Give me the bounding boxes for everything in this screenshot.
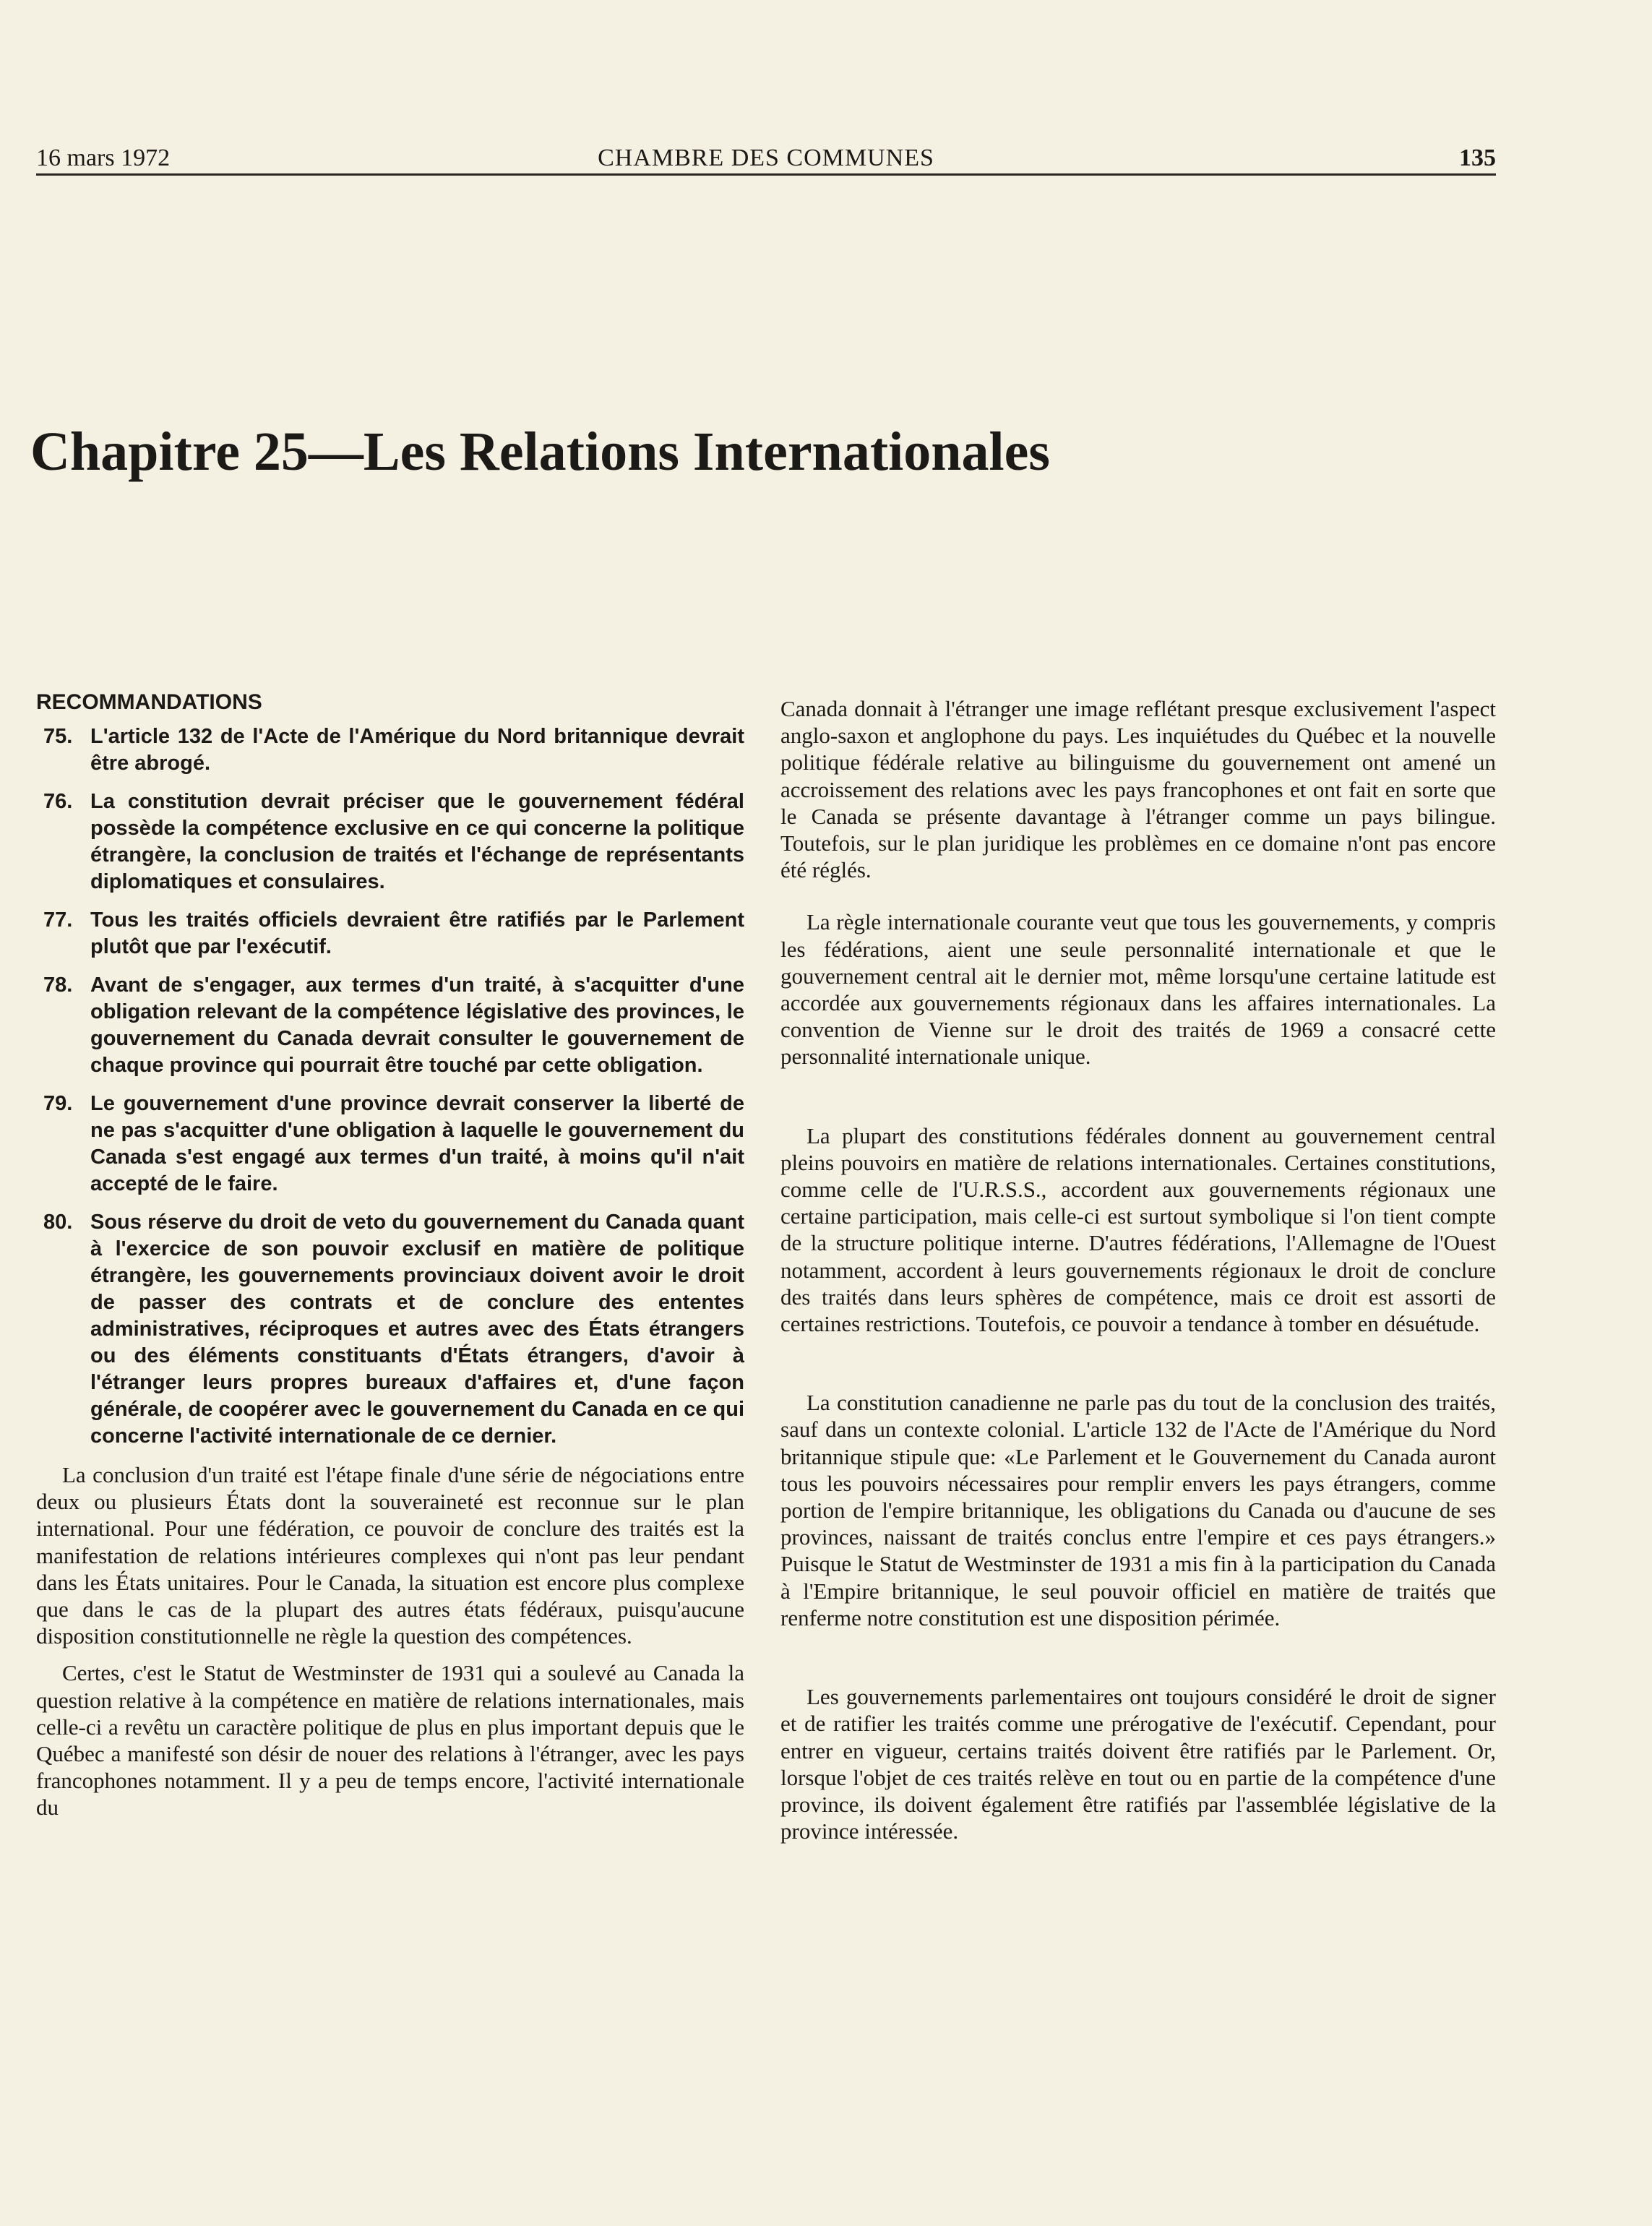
body-paragraph: Les gouvernements parlementaires ont toujours considéré le droit de signer et de ratifier les traités comme une prérogative de l'exécutif. Cependant, pour entrer en vigueur, certains traités doivent être ratifiés par le Parlement. Or, lorsque l'objet de ces traités relève en tout ou en partie de la compétence d'une province, ils doivent également être ratifiés par l'assemblée législative de la province intéressée. [780, 1684, 1496, 1844]
recommendation-item [36, 1091, 744, 1198]
recommendation-item [36, 972, 744, 1079]
recommendations-heading: RECOMMANDATIONS [36, 690, 262, 714]
left-column [36, 690, 744, 1821]
recommendation-item [36, 907, 744, 961]
body-paragraph: La conclusion d'un traité est l'étape finale d'une série de négociations entre deux ou plusieurs États dont la souveraineté est reconnue sur le plan international. Pour une fédération, ce pouvoir de conclure des traités est la manifestation de relations intérieures complexes qui n'ont pas leur pendant dans les États unitaires. Pour le Canada, la situation est encore plus complexe que dans le cas de la plupart des autres états fédéraux, puisqu'aucune disposition constitutionnelle ne règle la question des compétences. [36, 1462, 744, 1649]
body-paragraph: Canada donnait à l'étranger une image reflétant presque exclusivement l'aspect anglo-saxon et anglophone du pays. Les inquiétudes du Québec et la nouvelle politique fédérale relative au bilinguisme du gouvernement ont amené un accroissement des relations avec les pays francophones et ont fait en sorte que le Canada se présente davantage à l'étranger comme un pays bilingue. Toutefois, sur le plan juridique les problèmes en ce domaine n'ont pas encore été réglés. [780, 696, 1496, 883]
recommendation-number: 75. [43, 725, 73, 748]
recommendation-text: La constitution devrait préciser que le gouvernement fédéral possède la compétence exclusive en ce qui concerne la politique étrangère, la conclusion de traités et l'échange de représentants diplomatiques et consulaires. [90, 790, 744, 893]
right-column [780, 695, 1496, 1844]
recommendation-number: 80. [43, 1211, 73, 1234]
header-house-name: CHAMBRE DES COMMUNES [598, 145, 934, 171]
chapter-title: Chapitre 25—Les Relations Internationales [30, 421, 1050, 482]
body-paragraph: La plupart des constitutions fédérales donnent au gouvernement central pleins pouvoirs en matière de relations internationales. Certaines constitutions, comme celle de l'U.R.S.S., accordent aux gouvernements régionaux une certaine participation, mais celle-ci est surtout symbolique si l'on tient compte de la structure politique interne. D'autres fédérations, l'Allemagne de l'Ouest notamment, accordent à leurs gouvernements régionaux le droit de conclure des traités dans leurs sphères de compétence, mais ce droit est assorti de certaines restrictions. Toutefois, ce pouvoir a tendance à tomber en désuétude. [780, 1122, 1496, 1337]
body-paragraph: Certes, c'est le Statut de Westminster de 1931 qui a soulevé au Canada la question relative à la compétence en matière de relations internationales, mais celle-ci a revêtu un caractère politique de plus en plus important depuis que le Québec a manifesté son désir de nouer des relations à l'étranger, avec les pays francophones notamment. Il y a peu de temps encore, l'activité internationale du [36, 1660, 744, 1821]
body-paragraph: La règle internationale courante veut que tous les gouvernements, y compris les fédérations, aient une seule personnalité internationale et que le gouvernement central ait le dernier mot, même lorsqu'une certaine latitude est accordée aux gouvernements régionaux dans les affaires internationales. La convention de Vienne sur le droit des traités de 1969 a consacré cette personnalité internationale unique. [780, 909, 1496, 1070]
recommendations-list [36, 723, 744, 1450]
recommendation-item [36, 788, 744, 895]
recommendation-number: 79. [43, 1092, 73, 1115]
recommendation-number: 78. [43, 974, 73, 997]
body-paragraph: La constitution canadienne ne parle pas du tout de la conclusion des traités, sauf dans un contexte colonial. L'article 132 de l'Acte de l'Amérique du Nord britannique stipule que: «Le Parlement et le Gouvernement du Canada auront tous les pouvoirs nécessaires pour remplir envers les pays étrangers, comme portion de l'empire britannique, les obligations du Canada ou d'aucune de ses provinces, naissant de traités conclus entre l'empire et ces pays étrangers.» Puisque le Statut de Westminster de 1931 a mis fin à la participation du Canada à l'Empire britannique, le seul pouvoir officiel en matière de traités que renferme notre constitution est une disposition périmée. [780, 1390, 1496, 1630]
recommendation-text: L'article 132 de l'Acte de l'Amérique du Nord britannique devrait être abrogé. [90, 725, 744, 775]
recommendation-number: 77. [43, 908, 73, 932]
recommendation-text: Le gouvernement d'une province devrait conserver la liberté de ne pas s'acquitter d'une obligation à laquelle le gouvernement du Canada s'est engagé aux termes d'un traité, à moins qu'il n'ait accepté de le faire. [90, 1092, 744, 1195]
page-header [36, 145, 1496, 176]
recommendation-text: Avant de s'engager, aux termes d'un traité, à s'acquitter d'une obligation relevant de la compétence législative des provinces, le gouvernement du Canada devrait consulter le gouvernement de chaque province qui pourrait être touché par cette obligation. [90, 974, 744, 1077]
recommendation-item [36, 723, 744, 777]
recommendation-text: Tous les traités officiels devraient être ratifiés par le Parlement plutôt que par l'exécutif. [90, 908, 744, 958]
recommendation-number: 76. [43, 790, 73, 813]
recommendation-text: Sous réserve du droit de veto du gouvernement du Canada quant à l'exercice de son pouvoir exclusif en matière de politique étrangère, les gouvernements provinciaux doivent avoir le droit de passer des contrats et de conclure des ententes administratives, réciproques et autres avec des États étrangers ou des éléments constituants d'États étrangers, d'avoir à l'étranger leurs propres bureaux d'affaires et, d'une façon générale, de coopérer avec le gouvernement du Canada en ce qui concerne l'activité internationale de ce dernier. [90, 1211, 744, 1448]
header-date: 16 mars 1972 [36, 145, 171, 171]
header-page-number: 135 [1459, 145, 1496, 171]
recommendation-item [36, 1209, 744, 1450]
